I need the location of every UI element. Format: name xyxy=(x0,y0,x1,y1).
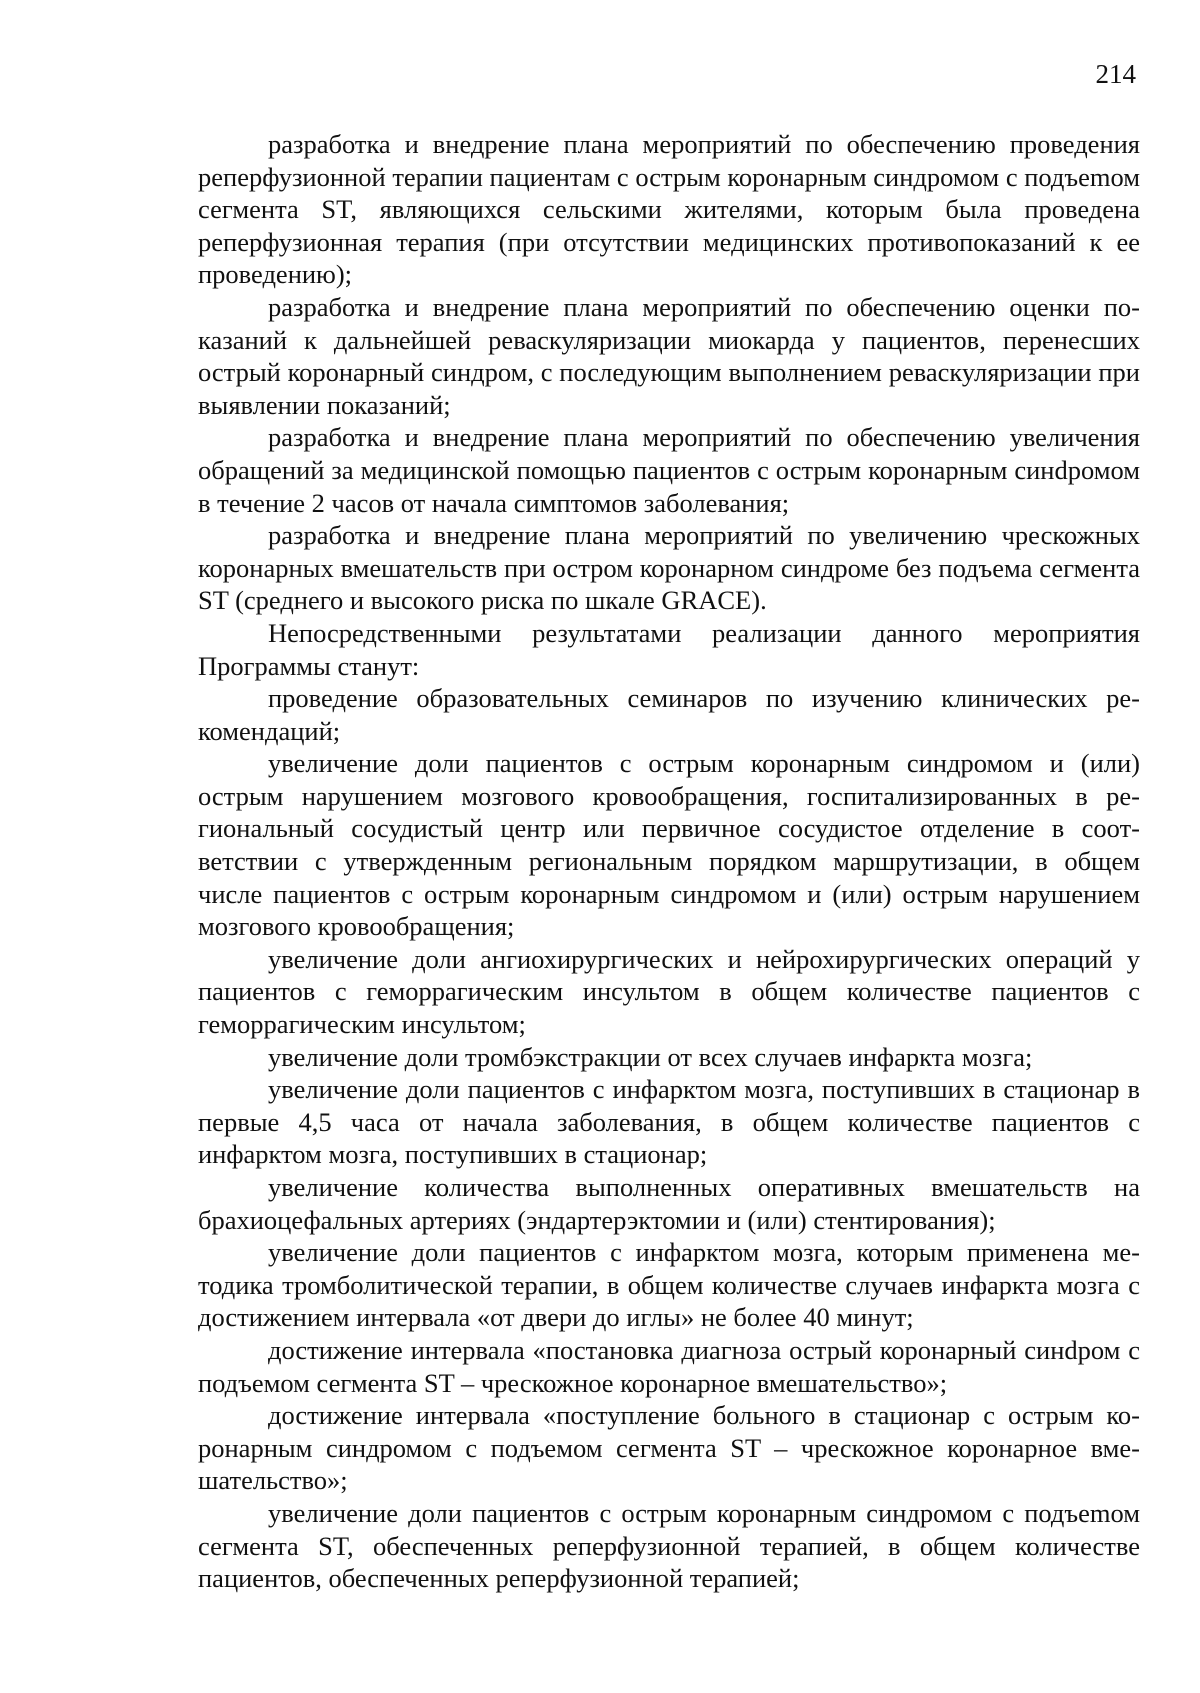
paragraph: увеличение доли пациентов с инфарктом мозга, поступивших в стационар в первые 4,5 часа от начала заболевания, в общем количестве пациентов с инфарктом мозга, поступивших в стационар; xyxy=(198,1074,1140,1170)
paragraph: Непосредственными результатами реализации данного мероприятия Программы станут: xyxy=(198,617,1140,681)
paragraph: проведение образовательных семинаров по изучению клинических рекомендаций; xyxy=(198,683,1140,746)
paragraph: разработка и внедрение плана мероприятий по обеспечению увеличения обращений за медицинской помощью пациентов с острым коронарным синdромом в течение 2 часов от начала симптомов заболевания; xyxy=(198,422,1140,518)
paragraph: увеличение доли пациентов с острым коронарным синдромом с подъemом сегмента ST, обеспеченных реперфузионной терапией, в общем количестве пациентов, обеспеченных реперфузионной терапией; xyxy=(198,1497,1140,1594)
paragraph: увеличение доли ангиохирургических и нейрохирургических операций у пациентов с геморрагическим инсультом в общем количестве пациентов с геморрагическим инсультом; xyxy=(198,943,1140,1040)
paragraph: разработка и внедрение плана мероприятий по увеличению чрескожных коронарных вмешательств при остром коронарном синдроме без подъема сегмента ST (среднего и высокого риска по шкале GRACE). xyxy=(198,520,1140,616)
paragraph: увеличение доли пациентов с инфарктом мозга, которым применена методика тромболитической терапии, в общем количестве случаев инфаркта мозга с достижением интервала «от двери до иглы» не более 40 минут; xyxy=(198,1237,1140,1333)
page-number: 214 xyxy=(1095,59,1136,89)
body-text xyxy=(198,128,1140,1595)
paragraph: достижение интервала «постановка диагноза острый коронарный синdром с подъемом сегмента ST – чрескожное коронарное вмешательство»; xyxy=(198,1334,1140,1398)
paragraph: разработка и внедрение плана мероприятий по обеспечению оценки показаний к дальнейшей реваскуляризации миокарда у пациентов, перенесших острый коронарный синдром, с последующим выполнением реваскуляризации при выявлении показаний; xyxy=(198,291,1140,420)
paragraph: достижение интервала «поступление больного в стационар с острым коронарным синдромом с подъемом сегмента ST – чрескожное коронарное вмешательство»; xyxy=(198,1400,1140,1496)
paragraph: разработка и внедрение плана мероприятий по обеспечению проведения реперфузионной терапии пациентам с острым коронарным синдромом с подъemом сегмента ST, являющихся сельскими жителями, которым была проведена реперфузионная терапия (при отсутствии медицинских противопоказаний к ее проведению); xyxy=(198,129,1140,290)
paragraph: увеличение количества выполненных оперативных вмешательств на брахиоцефальных артериях (эндартерэктомии и (или) стентирования); xyxy=(198,1172,1140,1235)
paragraph: увеличение доли тромбэкстракции от всех случаев инфаркта мозга; xyxy=(268,1041,1033,1072)
paragraph: увеличение доли пациентов с острым коронарным синдромом и (или) острым нарушением мозгового кровообращения, госпитализированных в региональный сосудистый центр или первичное сосудистое отделение в соответствии с утвержденным региональным порядком маршрутизации, в общем числе пациентов с острым коронарным синдромом и (или) острым нарушением мозгового кровообращения; xyxy=(198,748,1140,942)
